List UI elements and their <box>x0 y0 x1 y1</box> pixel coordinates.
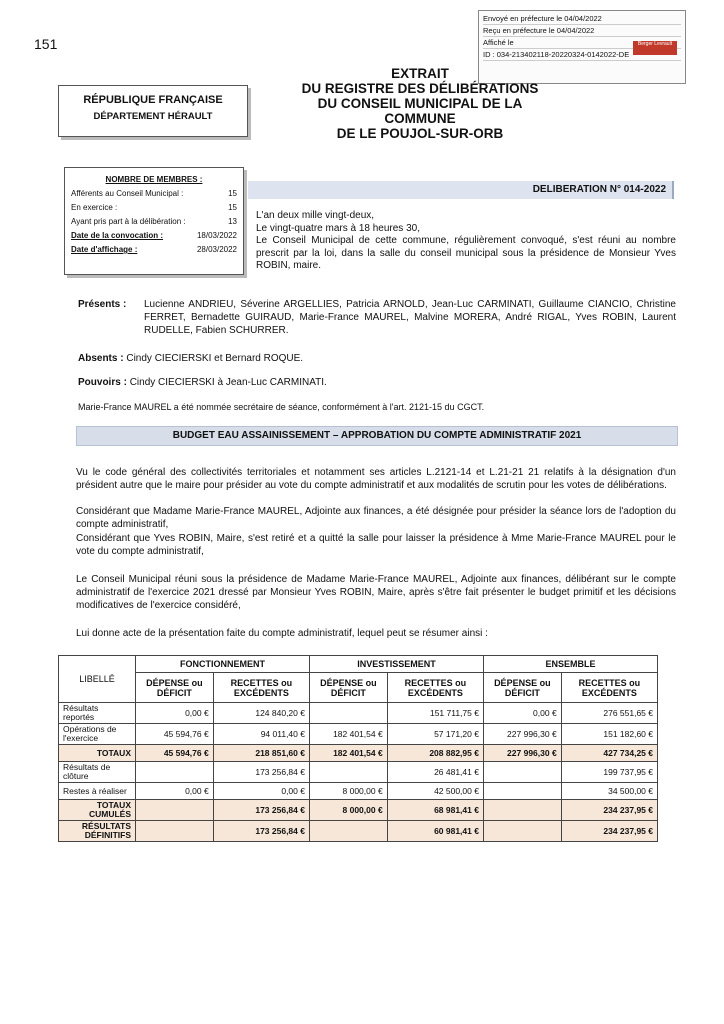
table-cell: 57 171,20 € <box>387 724 483 745</box>
group-header: FONCTIONNEMENT <box>136 656 310 673</box>
absents-label: Absents : <box>78 353 124 364</box>
pouvoirs-value: Cindy CIECIERSKI à Jean-Luc CARMINATI. <box>129 377 327 388</box>
presents-label: Présents : <box>78 299 127 310</box>
paragraph: Lui donne acte de la présentation faite du compte administratif, lequel peut se résumer ainsi : <box>76 628 488 639</box>
intro-line: Le Conseil Municipal de cette commune, régulièrement convoqué, s'est réuni au nombre prescrit par la loi, dans la salle du conseil municipal sous la présidence de Monsieur Yves ROBIN, maire. <box>256 235 676 272</box>
sub-header: DÉPENSE ou DÉFICIT <box>136 673 214 703</box>
table-row <box>59 724 658 745</box>
stamp-posted: Affiché le <box>483 37 681 49</box>
intro-line: Le vingt-quatre mars à 18 heures 30, <box>256 222 420 234</box>
table-cell: 427 734,25 € <box>561 745 657 762</box>
title-line: DU REGISTRE DES DÉLIBÉRATIONS <box>301 81 539 96</box>
stamp-sent: Envoyé en préfecture le 04/04/2022 <box>483 13 681 25</box>
table-cell: 0,00 € <box>483 703 561 724</box>
stamp-received: Reçu en préfecture le 04/04/2022 <box>483 25 681 37</box>
table-cell: 173 256,84 € <box>213 762 309 783</box>
pouvoirs-label: Pouvoirs : <box>78 377 127 388</box>
deliberation-number: DELIBERATION N° 014-2022 <box>248 181 674 199</box>
members-row-label: Afférents au Conseil Municipal : <box>71 189 184 198</box>
table-cell: 26 481,41 € <box>387 762 483 783</box>
members-row-label: En exercice : <box>71 203 118 212</box>
title-line: DE LE POUJOL-SUR-ORB <box>336 126 504 141</box>
row-label: TOTAUX <box>59 745 136 762</box>
table-cell: 276 551,65 € <box>561 703 657 724</box>
table-cell <box>483 800 561 821</box>
presents-section <box>78 298 676 337</box>
group-header: INVESTISSEMENT <box>309 656 483 673</box>
group-header: ENSEMBLE <box>483 656 657 673</box>
table-cell: 45 594,76 € <box>136 724 214 745</box>
table-row <box>59 762 658 783</box>
row-label: TOTAUX CUMULÉS <box>59 800 136 821</box>
table-cell: 182 401,54 € <box>309 724 387 745</box>
sub-header: DÉPENSE ou DÉFICIT <box>309 673 387 703</box>
secretary-line: Marie-France MAUREL a été nommée secrétaire de séance, conformément à l'art. 2121-15 du CGCT. <box>78 402 485 412</box>
table-cell <box>309 762 387 783</box>
table-cell: 0,00 € <box>136 703 214 724</box>
table-row <box>59 821 658 842</box>
members-box <box>64 167 244 275</box>
table-cell: 42 500,00 € <box>387 783 483 800</box>
sub-header: RECETTES ou EXCÉDENTS <box>213 673 309 703</box>
table-cell: 151 711,75 € <box>387 703 483 724</box>
presents-value: Lucienne ANDRIEU, Séverine ARGELLIES, Patricia ARNOLD, Jean-Luc CARMINATI, Guillaume CIANCIO, Christine FERRET, Bernadette GUIRAUD, Marie-France MAUREL, Malvine MORERA, André RIGAL, Yves ROBIN, Laurent RUDELLE, Fabien SCHURRER. <box>144 299 676 336</box>
table-cell <box>136 762 214 783</box>
document-title <box>280 66 560 141</box>
sub-header: DÉPENSE ou DÉFICIT <box>483 673 561 703</box>
budget-table <box>58 655 658 842</box>
paragraph: Le Conseil Municipal réuni sous la présidence de Madame Marie-France MAUREL, Adjointe aux finances, délibérant sur le compte administratif de l'exercice 2021 dressé par Monsieur Yves ROBIN, Maire, après s'être fait présenter le budget primitif et les décisions modificatives de l'exercice considéré, <box>76 574 676 611</box>
sub-header: RECETTES ou EXCÉDENTS <box>387 673 483 703</box>
table-cell: 218 851,60 € <box>213 745 309 762</box>
members-row-value: 15 <box>228 189 237 198</box>
row-label: Opérations de l'exercice <box>59 724 136 745</box>
paragraph: Vu le code général des collectivités territoriales et notamment ses articles L.2121-14 et L.21-21 21 relatifs à la désignation d'un président autre que le maire pour présider au vote du compte administratif et aux modalités de scrutin pour les votes de délibérations. <box>76 467 676 491</box>
table-cell: 151 182,60 € <box>561 724 657 745</box>
table-cell: 173 256,84 € <box>213 821 309 842</box>
absents-value: Cindy CIECIERSKI et Bernard ROQUE. <box>126 353 304 364</box>
table-cell: 208 882,95 € <box>387 745 483 762</box>
intro-line: L'an deux mille vingt-deux, <box>256 210 375 221</box>
row-label: Résultats reportés <box>59 703 136 724</box>
page-number: 151 <box>34 36 58 52</box>
table-cell: 60 981,41 € <box>387 821 483 842</box>
row-label: RÉSULTATS DÉFINITIFS <box>59 821 136 842</box>
table-cell: 227 996,30 € <box>483 724 561 745</box>
table-cell <box>309 703 387 724</box>
members-row-label: Date de la convocation : <box>71 231 164 240</box>
table-row <box>59 783 658 800</box>
table-cell: 0,00 € <box>136 783 214 800</box>
table-cell: 173 256,84 € <box>213 800 309 821</box>
title-line: DU CONSEIL MUNICIPAL DE LA <box>317 96 523 111</box>
sub-header: RECETTES ou EXCÉDENTS <box>561 673 657 703</box>
table-cell <box>309 821 387 842</box>
berger-levrault-logo: Berger Levrault <box>633 41 677 55</box>
table-cell: 94 011,40 € <box>213 724 309 745</box>
table-row <box>59 745 658 762</box>
table-cell: 8 000,00 € <box>309 800 387 821</box>
members-row <box>71 187 237 201</box>
stamp-id: ID : 034-213402118-20220324-0142022-DE <box>483 49 681 61</box>
table-cell <box>483 762 561 783</box>
table-cell: 227 996,30 € <box>483 745 561 762</box>
department-label: DÉPARTEMENT HÉRAULT <box>93 111 213 122</box>
members-row-value: 15 <box>228 203 237 212</box>
republic-box <box>58 85 248 137</box>
members-row-label: Date d'affichage : <box>71 245 138 254</box>
table-cell: 234 237,95 € <box>561 821 657 842</box>
title-line: EXTRAIT <box>391 66 449 81</box>
paragraph: Considérant que Madame Marie-France MAUREL, Adjointe aux finances, a été désignée pour présider la séance lors de l'adoption du compte administratif, <box>76 506 676 530</box>
table-cell: 199 737,95 € <box>561 762 657 783</box>
table-cell: 234 237,95 € <box>561 800 657 821</box>
row-label: Restes à réaliser <box>59 783 136 800</box>
members-row-value: 18/03/2022 <box>196 231 237 240</box>
pouvoirs-line <box>78 376 327 389</box>
table-cell: 68 981,41 € <box>387 800 483 821</box>
title-line: COMMUNE <box>384 111 456 126</box>
republic-label: RÉPUBLIQUE FRANÇAISE <box>83 94 223 106</box>
table-cell: 182 401,54 € <box>309 745 387 762</box>
table-cell: 45 594,76 € <box>136 745 214 762</box>
table-cell <box>483 821 561 842</box>
table-cell: 0,00 € <box>213 783 309 800</box>
absents-line <box>78 352 303 365</box>
members-row <box>71 201 237 215</box>
members-row-value: 28/03/2022 <box>196 245 237 254</box>
table-cell <box>136 821 214 842</box>
table-cell <box>483 783 561 800</box>
members-heading: NOMBRE DE MEMBRES : <box>105 175 203 184</box>
row-label: Résultats de clôture <box>59 762 136 783</box>
table-cell: 8 000,00 € <box>309 783 387 800</box>
paragraph: Considérant que Yves ROBIN, Maire, s'est retiré et a quitté la salle pour laisser la présidence à Mme Marie-France MAUREL pour le vote du compte administratif, <box>76 533 676 557</box>
libelle-header: LIBELLÉ <box>59 656 136 703</box>
members-row-label: Ayant pris part à la délibération : <box>71 217 186 226</box>
members-row <box>71 229 237 243</box>
table-cell: 124 840,20 € <box>213 703 309 724</box>
table-row <box>59 703 658 724</box>
table-cell: 34 500,00 € <box>561 783 657 800</box>
table-row <box>59 800 658 821</box>
members-row <box>71 215 237 229</box>
budget-title: BUDGET EAU ASSAINISSEMENT – APPROBATION DU COMPTE ADMINISTRATIF 2021 <box>76 426 678 446</box>
table-cell <box>136 800 214 821</box>
members-row-value: 13 <box>228 217 237 226</box>
intro-text <box>256 210 676 273</box>
members-row <box>71 243 237 257</box>
